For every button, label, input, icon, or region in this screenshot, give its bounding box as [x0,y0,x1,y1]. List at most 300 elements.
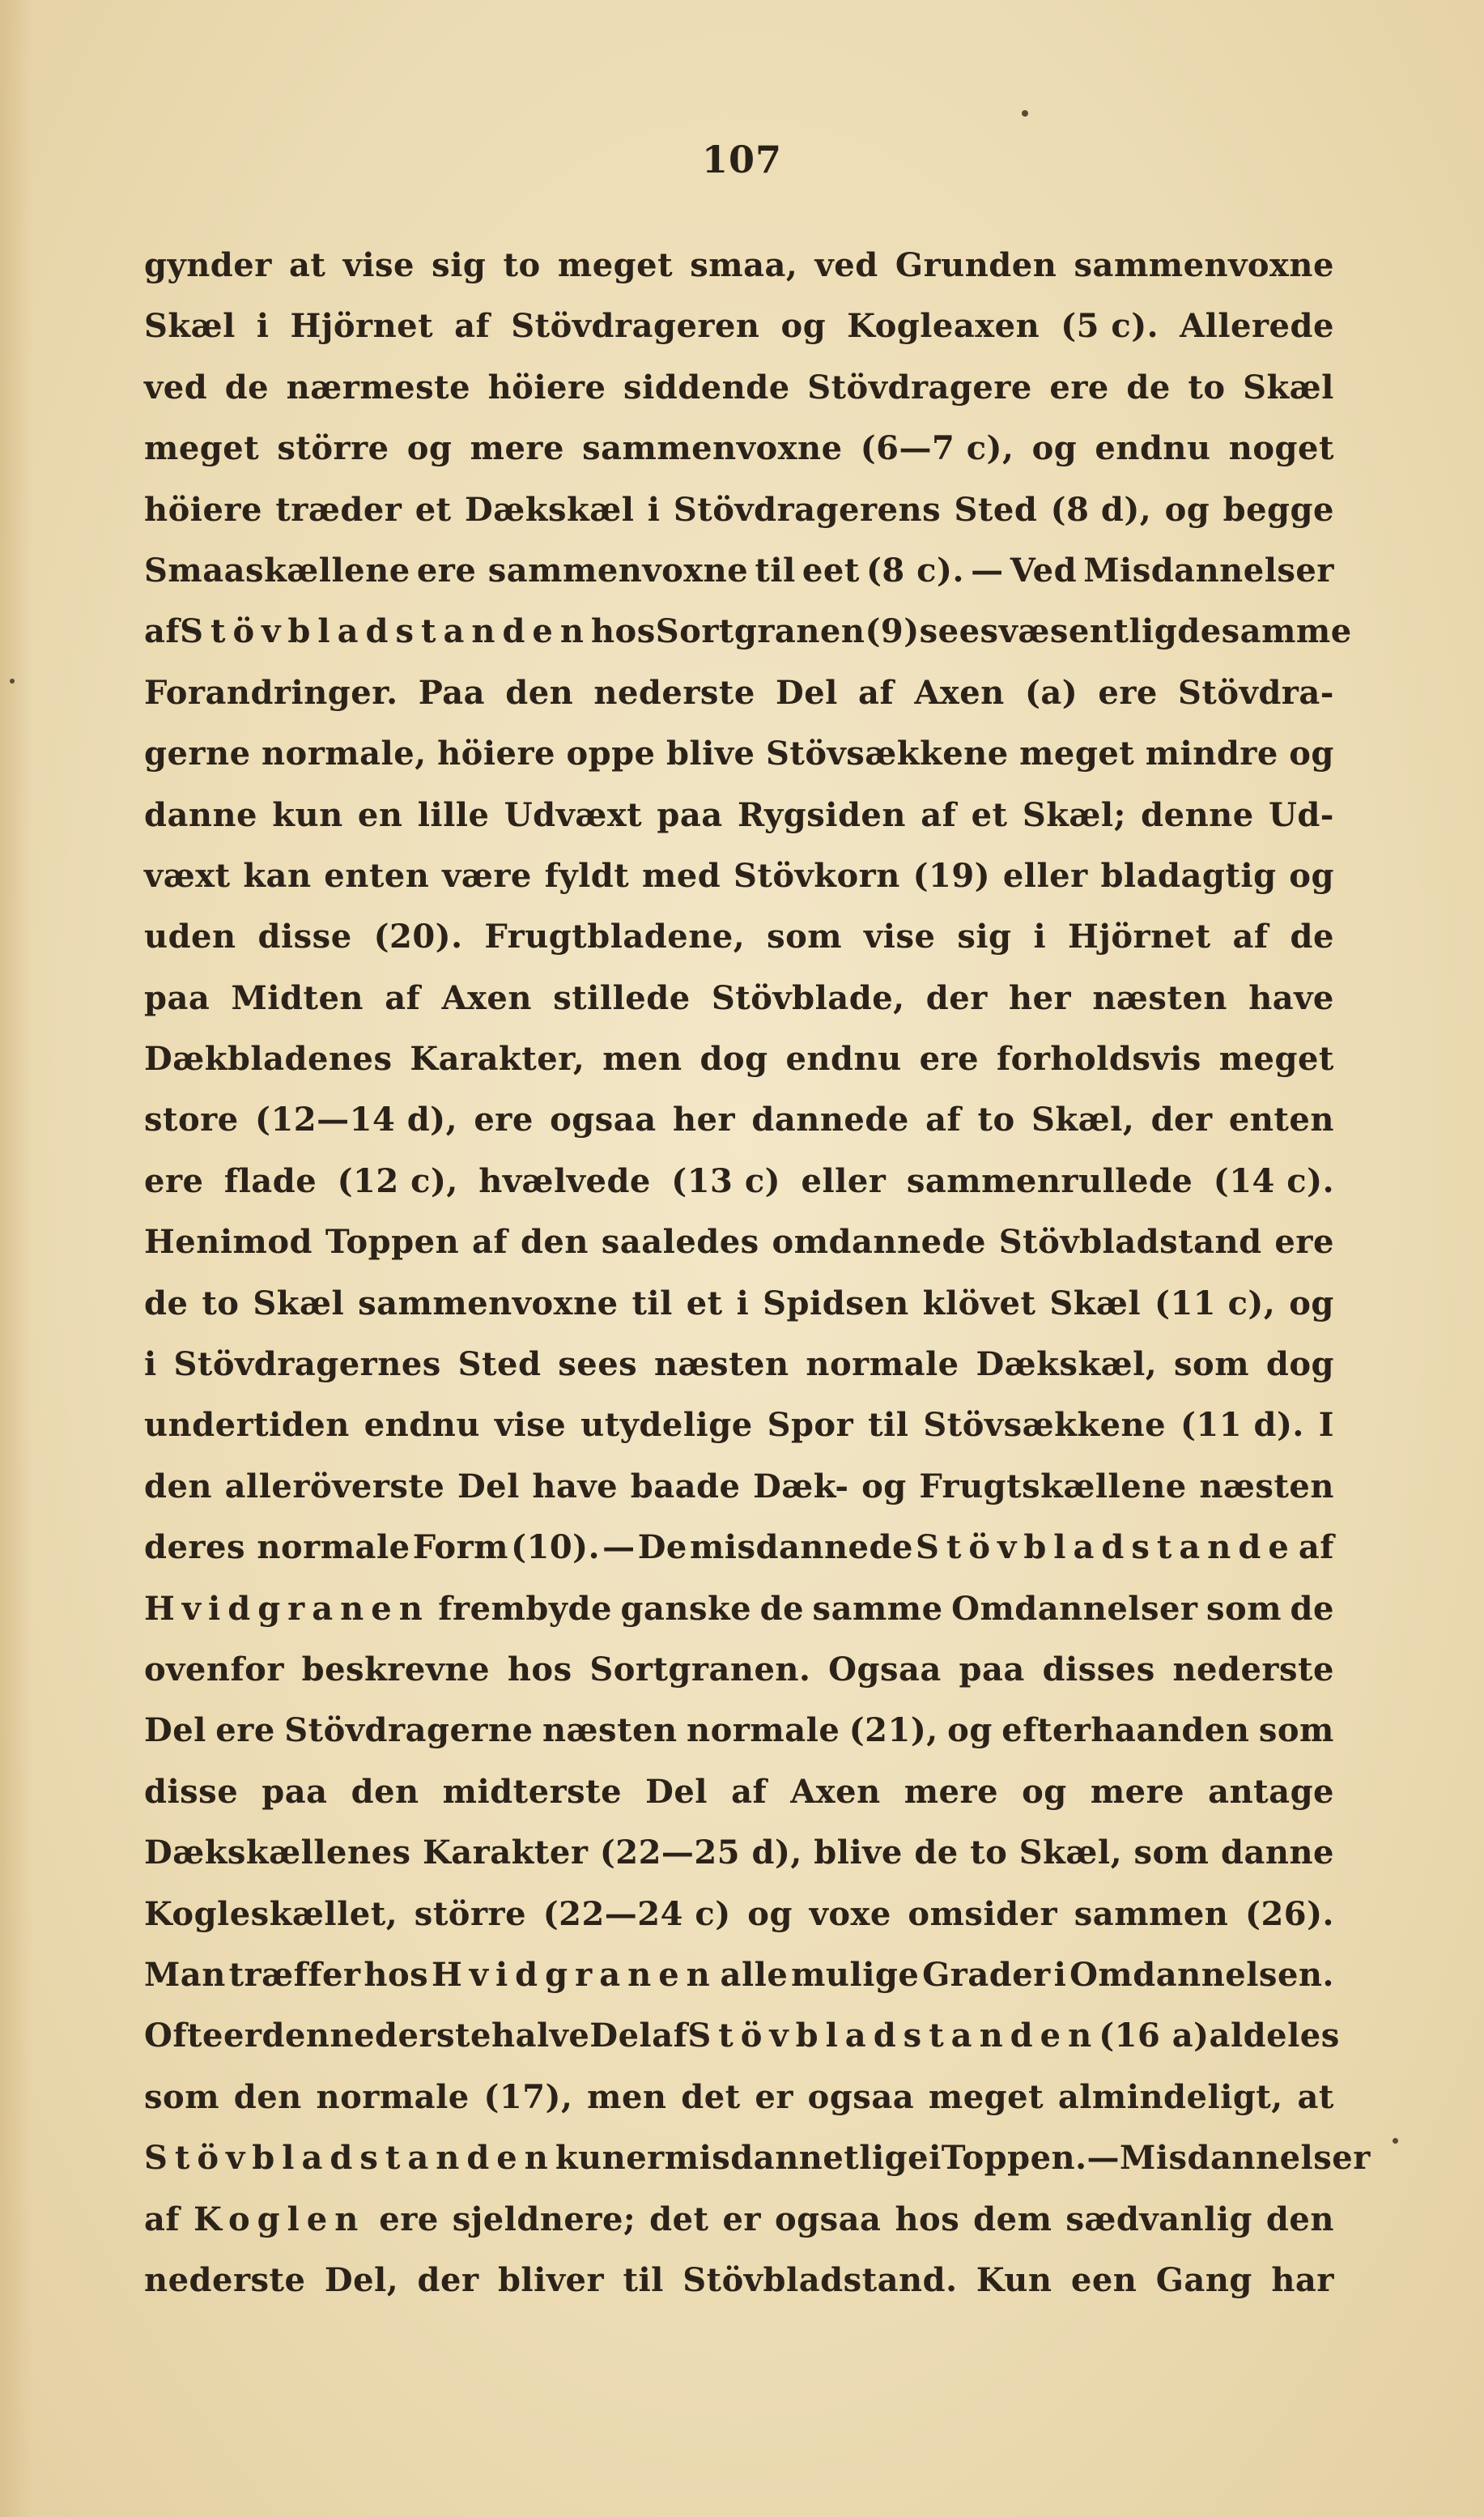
word: alleröverste [224,1467,445,1506]
word: höiere [437,735,555,773]
word: sædvanlig [1065,2200,1252,2238]
word: normale [806,1345,959,1384]
word: baade [630,1467,741,1506]
word: — [971,551,1004,590]
word: flade [223,1161,317,1200]
text-line [144,1212,1334,1272]
word: Omdannelsen. [1069,1955,1334,1994]
word: Kogleskællet, [144,1894,398,1933]
word: Stövblade, [711,978,905,1017]
word: ere [144,1161,204,1200]
word: Forandringer. [144,673,398,712]
word: har [1271,2260,1334,2299]
word: den [520,1223,589,1262]
word: (16 a) [1099,2017,1210,2055]
word: disse [257,918,352,956]
word: sees [558,1345,638,1384]
word: eet [802,551,860,590]
word: ved [144,368,208,407]
word: det [681,2077,741,2116]
word: samme [1221,612,1352,651]
word: af [471,1223,508,1262]
word: meget [928,2077,1044,2116]
text-line [144,418,1334,479]
word: blive [665,735,755,773]
word: undertiden [144,1406,350,1445]
text-line [144,1089,1334,1150]
word: (21), [848,1711,938,1750]
word: til [755,551,796,590]
word: Spidsen [763,1284,909,1322]
word: endnu [364,1406,480,1445]
text-line [144,2189,1334,2250]
word: endnu [1095,429,1211,468]
word: (a) [1024,673,1078,712]
word: Sted [457,1345,542,1384]
word: samme [812,1589,943,1628]
word: vise [864,918,936,956]
word: Hvidgranen [431,1955,717,1994]
word: to [202,1284,240,1322]
word: paa [657,795,723,834]
word: Stövkorn [733,856,900,895]
word: og [1022,1772,1067,1811]
word: Grader [922,1955,1051,1994]
word: (8 c). [865,551,964,590]
word: af [385,978,421,1017]
word: de [759,1589,805,1628]
word: (5 c). [1061,307,1159,346]
word: den [233,2077,302,2116]
word: de [1126,368,1171,407]
word: höiere [487,368,606,407]
word: en [357,795,403,834]
word: Skæl [144,307,236,346]
word: (22—24 c) [542,1894,731,1933]
body-text [144,235,1371,2310]
text-line [144,1029,1334,1089]
word: kun [272,795,343,834]
word: meget [557,246,674,284]
word: af [144,2200,181,2238]
word: Koglen [193,2200,366,2238]
word: deres normale [144,1528,410,1567]
word: ogsaa [774,2200,882,2238]
word: og [406,429,453,468]
word: her [1009,978,1072,1017]
word: Del, [324,2260,399,2299]
word: uden [144,918,236,956]
word: Axen [914,673,1005,712]
word: (11 d). [1180,1406,1304,1445]
word: (14 c). [1213,1161,1334,1200]
word: vise [494,1406,567,1445]
paper-speck [10,679,15,684]
text-line [144,1822,1334,1883]
word: Kogleaxen [847,307,1040,346]
word: (9) [865,612,920,651]
word: de [1290,1589,1334,1628]
word: der [417,2260,479,2299]
word: dannede [751,1101,909,1139]
word: den [144,1467,212,1506]
page-edge-shadow [0,0,32,2517]
word: til [631,1284,673,1322]
word: to [1188,368,1226,407]
word: ere [1049,368,1109,407]
word: den [1265,2200,1334,2238]
word: smaa, [690,246,798,284]
word: normale [316,2077,470,2116]
word: i [1053,1955,1067,1994]
word: (19) [912,856,991,895]
word: de [144,1284,189,1322]
word: sjeldnere; [452,2200,636,2238]
word: Dækbladenes [144,1040,393,1079]
word: Dækskæl [465,490,635,529]
word: dog [1265,1345,1334,1384]
word: Sortgranen. [589,1650,811,1689]
word: almindeligt, [1057,2077,1283,2116]
word: af [144,612,181,651]
word: være [442,856,532,895]
word: af [1232,918,1269,956]
word: og [861,1467,907,1506]
text-line [144,540,1334,601]
text-line [144,2250,1334,2310]
word: Ogsaa [828,1650,942,1689]
word: to [970,1833,1008,1872]
word: sig [432,246,487,284]
word: og [947,1711,993,1750]
word: Sortgranen [655,612,865,651]
word: er [722,2200,762,2238]
text-line [144,1151,1334,1212]
word: træffer [228,1955,361,1994]
word: Skæl; [1022,795,1126,834]
word: (10). [511,1528,601,1567]
word: og [780,307,827,346]
word: at [288,246,326,284]
word: ogsaa [550,1101,657,1139]
word: Stövdragerne [284,1711,534,1750]
text-line [144,1395,1334,1455]
word: Stövdra- [1178,673,1334,712]
word: danne [144,795,257,834]
word: (12—14 d), [255,1101,458,1139]
word: et [415,490,452,529]
word: noget [1228,429,1334,468]
word: misdannet [664,2139,860,2178]
word: nederste [330,2017,491,2055]
text-line [144,2127,1371,2188]
word: Henimod [144,1223,313,1262]
word: (12 c), [337,1161,458,1200]
word: mere [470,429,564,468]
word: Midten [231,978,364,1017]
word: Form [412,1528,508,1567]
word: et [971,795,1008,834]
text-line [144,1456,1334,1517]
word: ere [379,2200,439,2238]
word: er [755,2077,793,2116]
word: Stövbladstanden [687,2017,1099,2055]
word: i [736,1284,750,1322]
word: er [626,2139,665,2178]
word: Stövdragernes [173,1345,441,1384]
word: (6—7 c), [860,429,1014,468]
word: Axen [441,978,532,1017]
word: Stövsækkene [923,1406,1167,1445]
word: to [977,1101,1015,1139]
text-line [144,357,1334,418]
word: Stövbladstanden [144,2139,555,2178]
text-line [144,1273,1334,1334]
word: sig [957,918,1012,956]
word: Dæk- [753,1467,849,1506]
word: sammenrullede [906,1161,1193,1200]
word: de [914,1833,959,1872]
word: nederste [144,2260,306,2299]
word: Udvæxt [504,795,643,834]
word: mere [1090,1772,1185,1811]
word: Frugtskællene [919,1467,1187,1506]
text-line [144,1884,1334,1944]
word: paa [262,1772,328,1811]
word: Toppen. [941,2139,1087,2178]
word: sammenvoxne [1074,246,1334,284]
word: og [747,1894,793,1933]
word: Stövbladstand [998,1223,1262,1262]
word: ere [1274,1223,1334,1262]
word: Del [144,1711,206,1750]
word: (8 d), [1050,490,1152,529]
word: disses [1042,1650,1155,1689]
word: ere [1098,673,1158,712]
word: blive [814,1833,903,1872]
word: ere [474,1101,534,1139]
word: saaledes [601,1223,759,1262]
word: fyldt [544,856,630,895]
word: af [858,673,895,712]
text-line [144,2067,1334,2127]
word: som [1258,1711,1334,1750]
word: (17), [483,2077,573,2116]
word: til [868,1406,909,1445]
word: misdannede [689,1528,913,1567]
word: Man [144,1955,226,1994]
word: mere [904,1772,999,1811]
word: höiere [144,490,262,529]
word: danne [1220,1833,1334,1872]
text-line [144,1944,1334,2005]
word: men [602,1040,682,1079]
word: Dækskæl, [976,1345,1158,1384]
word: Frugtbladene, [484,918,746,956]
word: aldeles [1209,2017,1340,2055]
word: ved [814,246,878,284]
word: Omdannelser [951,1589,1198,1628]
word: paa [959,1650,1025,1689]
word: Ud- [1268,795,1334,834]
word: Skæl, [1031,1101,1135,1139]
text-line [144,1700,1334,1761]
word: omsider [908,1894,1058,1933]
word: enten [324,856,430,895]
word: i [1033,918,1047,956]
word: næsten [653,1345,789,1384]
word: vise [342,246,415,284]
word: utydelige [580,1406,753,1445]
text-line [144,662,1334,723]
text-line [144,723,1334,784]
word: ere [919,1040,980,1079]
word: have [532,1467,619,1506]
word: frembyde [438,1589,612,1628]
word: Skæl [1243,368,1334,407]
word: mindre [1145,735,1278,773]
word: Stövbladstanden [180,612,591,651]
word: som [144,2077,220,2116]
word: — [1086,2139,1120,2178]
text-line [144,479,1334,540]
word: Grunden [895,246,1057,284]
word: gerne [144,735,251,773]
word: til [623,2260,664,2299]
word: dog [699,1040,768,1079]
word: bladagtig [1100,856,1277,895]
word: Rygsiden [737,795,906,834]
word: endnu [785,1040,902,1079]
word: er [223,2017,262,2055]
word: væxt [144,856,231,895]
word: og [1289,1284,1334,1322]
word: Ofte [144,2017,223,2055]
text-line [144,1334,1334,1395]
word: dem [973,2200,1052,2238]
text-line [144,1517,1334,1578]
word: at [1297,2077,1334,2116]
word: næsten [1199,1467,1334,1506]
word: Misdannelser [1120,2139,1371,2178]
word: een [1070,2260,1137,2299]
word: ere [215,1711,275,1750]
word: Gang [1155,2260,1252,2299]
word: ere sammenvoxne [416,551,749,590]
word: og [1031,429,1078,468]
word: næsten [1092,978,1227,1017]
word: Stövdragerens [673,490,942,529]
word: kan [243,856,312,895]
word: og [1289,735,1334,773]
word: i [144,1345,157,1384]
word: hos [590,612,656,651]
text-line [144,906,1334,967]
word: som [1174,1345,1250,1384]
word: omdannede [772,1223,986,1262]
word: ganske [620,1589,752,1628]
text-line [144,1761,1334,1822]
text-line [144,968,1334,1029]
page-number: 107 [701,138,783,181]
word: Stövbladstand. [682,2260,958,2299]
word: det [649,2200,709,2238]
word: siddende [623,368,790,407]
paper-speck [1022,110,1028,117]
word: Misdannelser [1083,551,1334,590]
word: Ved [1010,551,1078,590]
word: Del [589,2017,653,2055]
word: Axen [790,1772,881,1811]
word: Hvidgranen [144,1589,430,1628]
word: paa [144,978,210,1017]
word: Allerede [1180,307,1334,346]
word: i [929,2139,942,2178]
word: begge [1222,490,1334,529]
text-line [144,1578,1334,1639]
word: stillede [553,978,691,1017]
word: de [224,368,270,407]
word: nederste [1172,1650,1334,1689]
word: Skæl [253,1284,345,1322]
word: Del [776,673,838,712]
word: af [1298,1528,1334,1567]
word: (20). [373,918,463,956]
word: mulige [791,1955,920,1994]
word: större [277,429,389,468]
word: meget [1218,1040,1334,1079]
text-line [144,601,1352,662]
word: og [1164,490,1210,529]
word: denne [1141,795,1254,834]
word: efterhaanden [1001,1711,1250,1750]
word: eller [1002,856,1088,895]
word: hos [507,1650,572,1689]
word: alle [720,1955,789,1994]
word: Sted [954,490,1038,529]
word: lille [417,795,490,834]
word: næsten [542,1711,678,1750]
word: nederste [593,673,755,712]
word: halve [491,2017,590,2055]
word: den [351,1772,419,1811]
word: store [144,1101,239,1139]
word: der [925,978,988,1017]
word: Skæl, [1018,1833,1123,1872]
word: Stövbladstande [916,1528,1296,1567]
word: — [602,1528,636,1567]
word: Paa [418,673,486,712]
word: Del [645,1772,708,1811]
word: her [672,1101,736,1139]
word: Karakter, [410,1040,585,1079]
word: væsentlig [998,612,1178,651]
word: större [414,1894,527,1933]
word: ogsaa [807,2077,915,2116]
word: beskrevne [301,1650,491,1689]
word: kun [555,2139,627,2178]
word: Smaaskællene [144,551,410,590]
word: (22—25 d), [599,1833,802,1872]
word: (26). [1245,1894,1334,1933]
word: men [587,2077,667,2116]
word: sammenvoxne [358,1284,619,1322]
word: Toppen [325,1223,460,1262]
word: disse [144,1772,239,1811]
word: to [503,246,541,284]
word: Spor [767,1406,854,1445]
word: den [505,673,574,712]
